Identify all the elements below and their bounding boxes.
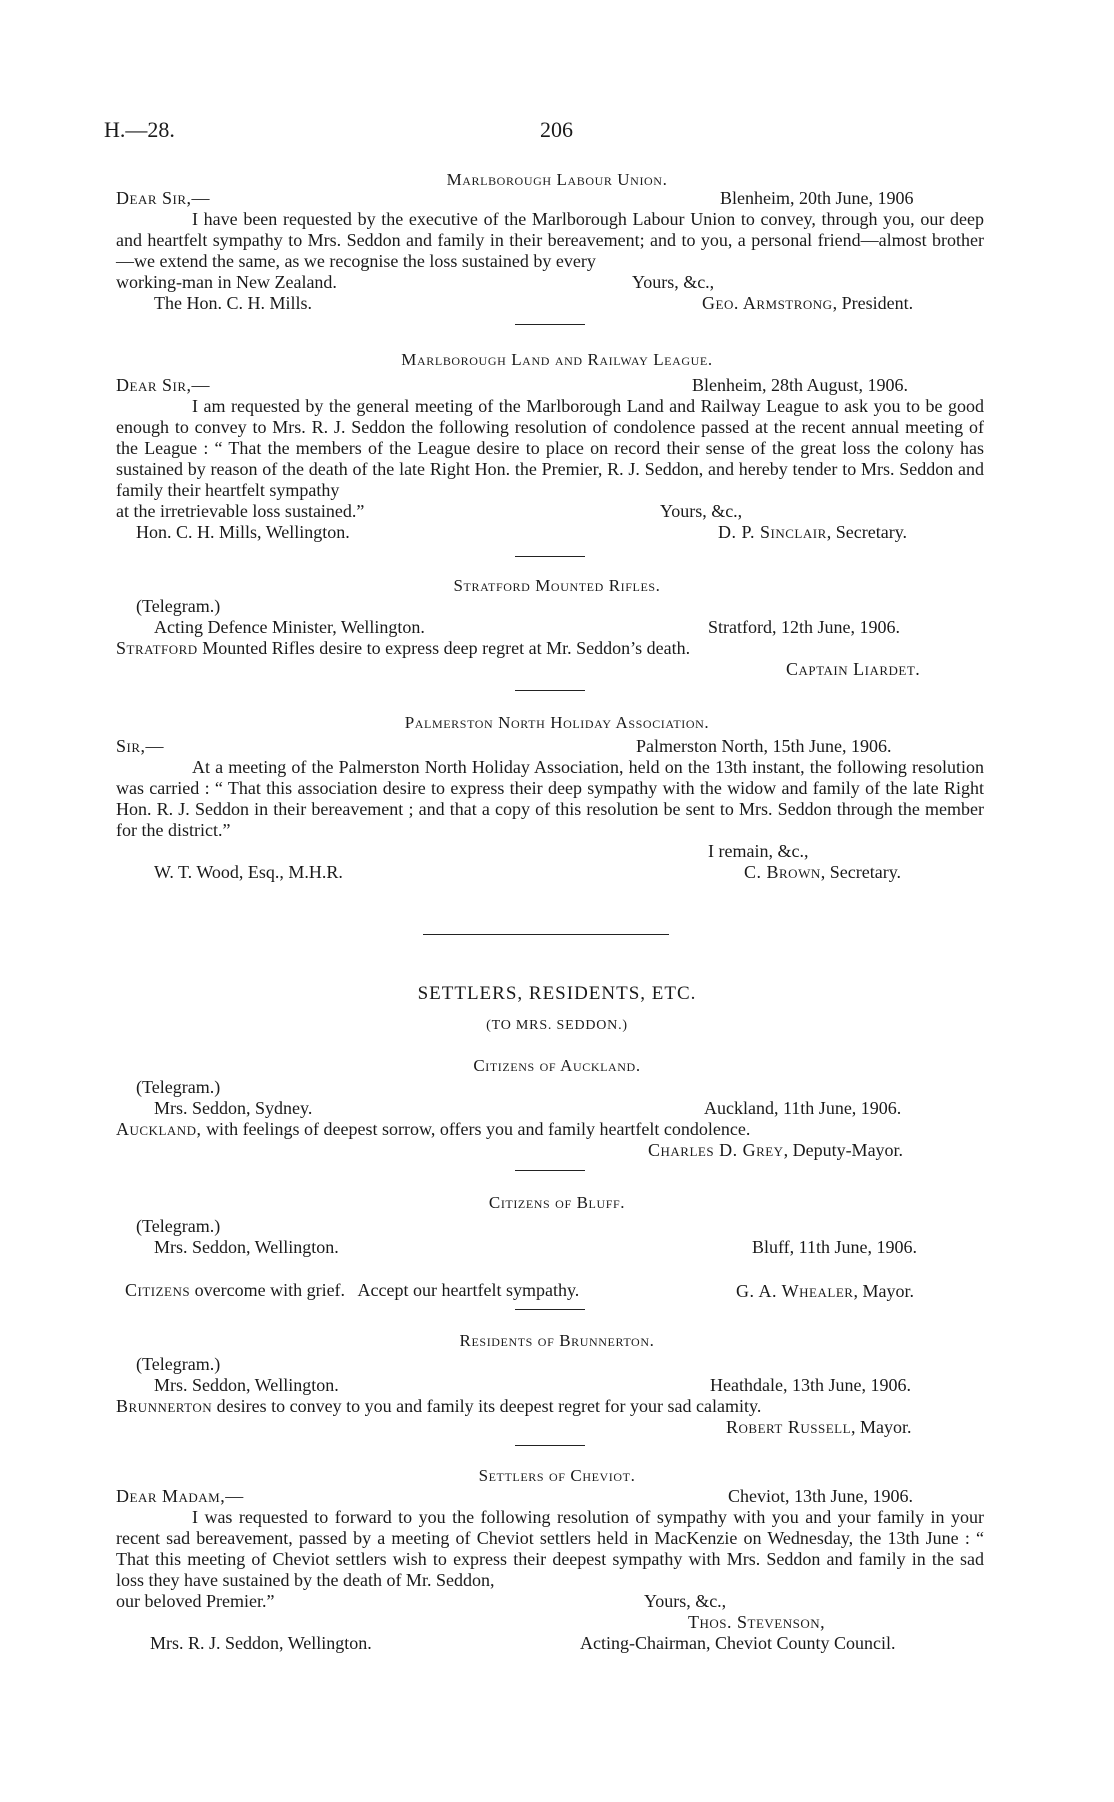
signer-title: , Deputy-Mayor. [783, 1140, 904, 1160]
body-text: Mounted Rifles desire to express deep regret at Mr. Seddon’s death. [197, 638, 691, 658]
signer-name: Captain Liardet. [786, 659, 921, 679]
signer-title: , Secretary. [820, 862, 902, 882]
letter-body [116, 396, 984, 501]
addressee: Hon. C. H. Mills, Wellington. [136, 522, 350, 542]
section-heading: Residents of Brunnerton. [459, 1331, 655, 1350]
signer-title: , Mayor. [851, 1417, 912, 1437]
section-heading: Marlborough Labour Union. [446, 170, 668, 189]
lead-word: Stratford [116, 638, 198, 658]
closing: I remain, &c., [708, 841, 809, 861]
divider [515, 690, 585, 691]
letter-date: Auckland, 11th June, 1906. [704, 1098, 902, 1118]
addressee: Mrs. R. J. Seddon, Wellington. [150, 1633, 372, 1653]
signer-name: G. A. Whealer [736, 1281, 854, 1301]
letter-date: Cheviot, 13th June, 1906. [728, 1486, 913, 1506]
signer-title: , President. [832, 293, 914, 313]
body-text: overcome with grief. Accept our heartfelt sympathy. [190, 1280, 580, 1300]
signer-name: C. Brown [744, 862, 821, 882]
telegram-body [116, 1259, 579, 1301]
signature [726, 1417, 912, 1438]
body-text-end: working-man in New Zealand. [116, 272, 337, 292]
signature [702, 293, 913, 314]
signer-name: Geo. Armstrong [702, 293, 833, 313]
signature [736, 1281, 914, 1302]
body-text: At a meeting of the Palmerston North Holiday Association, held on the 13th instant, the following resolution was carried : “ That this association desire to express their deep sympathy with the widow and family of the late Right Hon. R. J. Seddon in their bereavement ; and that a copy of this resolution be sent to Mrs. Seddon through the member for the district.” [116, 757, 984, 840]
closing: Yours, &c., [632, 272, 715, 292]
letter-date: Palmerston North, 15th June, 1906. [636, 736, 892, 756]
telegram-body [116, 1396, 761, 1417]
page-ref: H.—28. [104, 117, 175, 142]
divider [515, 324, 585, 325]
telegram-label: (Telegram.) [136, 596, 221, 616]
closing: Yours, &c., [660, 501, 743, 521]
addressee: The Hon. C. H. Mills. [154, 293, 313, 313]
page-number: 206 [540, 117, 573, 142]
addressee: Acting Defence Minister, Wellington. [154, 617, 425, 637]
salutation: Sir,— [116, 736, 165, 756]
divider [515, 1309, 585, 1310]
letter-date: Blenheim, 28th August, 1906. [692, 375, 908, 395]
letter-body [116, 209, 984, 272]
salutation: Dear Madam,— [116, 1486, 244, 1506]
telegram-label: (Telegram.) [136, 1077, 221, 1097]
section-heading: Stratford Mounted Rifles. [453, 576, 661, 595]
letter-date: Heathdale, 13th June, 1906. [710, 1375, 911, 1395]
telegram-label: (Telegram.) [136, 1354, 221, 1374]
body-text: desires to convey to you and family its deepest regret for your sad calamity. [212, 1396, 762, 1416]
divider [515, 1170, 585, 1171]
section-subtitle: (TO MRS. SEDDON.) [486, 1018, 628, 1033]
addressee: W. T. Wood, Esq., M.H.R. [154, 862, 343, 882]
body-text-end: at the irretrievable loss sustained.” [116, 501, 365, 521]
telegram-body [116, 638, 690, 659]
section-heading: Settlers of Cheviot. [478, 1466, 636, 1485]
signer-name: Robert Russell [726, 1417, 852, 1437]
salutation: Dear Sir,— [116, 375, 211, 395]
signer-title: , Mayor. [853, 1281, 914, 1301]
telegram-body [116, 1119, 750, 1140]
addressee: Mrs. Seddon, Wellington. [154, 1375, 339, 1395]
signature [744, 862, 901, 883]
telegram-label: (Telegram.) [136, 1216, 221, 1236]
divider [515, 556, 585, 557]
lead-word: Auckland, [116, 1119, 202, 1139]
body-text: I was requested to forward to you the following resolution of sympathy with you and your family in your recent sad bereavement, passed by a meeting of Cheviot settlers held in MacKenzie on Wednesday, the 13th June : “ That this meeting of Cheviot settlers wish to express their deepest sympathy with Mrs. Seddon and family in the sad loss they have sustained by the death of Mr. Seddon, [116, 1507, 984, 1590]
signer-title: Acting-Chairman, Cheviot County Council. [580, 1633, 896, 1653]
signer-name: Charles D. Grey [648, 1140, 784, 1160]
letter-date: Stratford, 12th June, 1906. [708, 617, 900, 637]
section-divider [423, 934, 669, 935]
signature [718, 522, 907, 543]
closing: Yours, &c., [644, 1591, 727, 1611]
body-text: with feelings of deepest sorrow, offers you and family heartfelt condolence. [201, 1119, 751, 1139]
lead-word: Citizens [125, 1280, 191, 1300]
divider [515, 1445, 585, 1446]
signature [648, 1140, 903, 1161]
signer-name: Thos. Stevenson, [688, 1612, 826, 1632]
signer-name: D. P. Sinclair [718, 522, 827, 542]
section-heading: Citizens of Auckland. [473, 1056, 641, 1075]
section-title: SETTLERS, RESIDENTS, ETC. [417, 983, 697, 1004]
body-text: I am requested by the general meeting of the Marlborough Land and Railway League to ask you to be good enough to convey to Mrs. R. J. Seddon the following resolution of condolence passed at the recent annual meeting of the League : “ That the members of the League desire to place on record their sense of the great loss the colony has sustained by reason of the death of the late Right Hon. the Premier, R. J. Seddon, and hereby tender to Mrs. Seddon and family their heartfelt sympathy [116, 396, 984, 500]
body-text-end: our beloved Premier.” [116, 1591, 275, 1611]
addressee: Mrs. Seddon, Wellington. [154, 1237, 339, 1257]
letter-body [116, 1507, 984, 1591]
addressee: Mrs. Seddon, Sydney. [154, 1098, 313, 1118]
lead-word: Brunnerton [116, 1396, 213, 1416]
letter-date: Blenheim, 20th June, 1906 [720, 188, 914, 208]
letter-body [116, 757, 984, 841]
salutation: Dear Sir,— [116, 188, 211, 208]
letter-date: Bluff, 11th June, 1906. [752, 1237, 917, 1257]
body-text: I have been requested by the executive of the Marlborough Labour Union to convey, through you, our deep and heartfelt sympathy to Mrs. Seddon and family in their bereavement; and to you, a personal friend—almost brother—we extend the same, as we recognise the loss sustained by every [116, 209, 984, 271]
section-heading: Marlborough Land and Railway League. [401, 350, 713, 369]
section-heading: Palmerston North Holiday Association. [404, 713, 710, 732]
signer-title: , Secretary. [826, 522, 908, 542]
section-heading: Citizens of Bluff. [488, 1193, 626, 1212]
